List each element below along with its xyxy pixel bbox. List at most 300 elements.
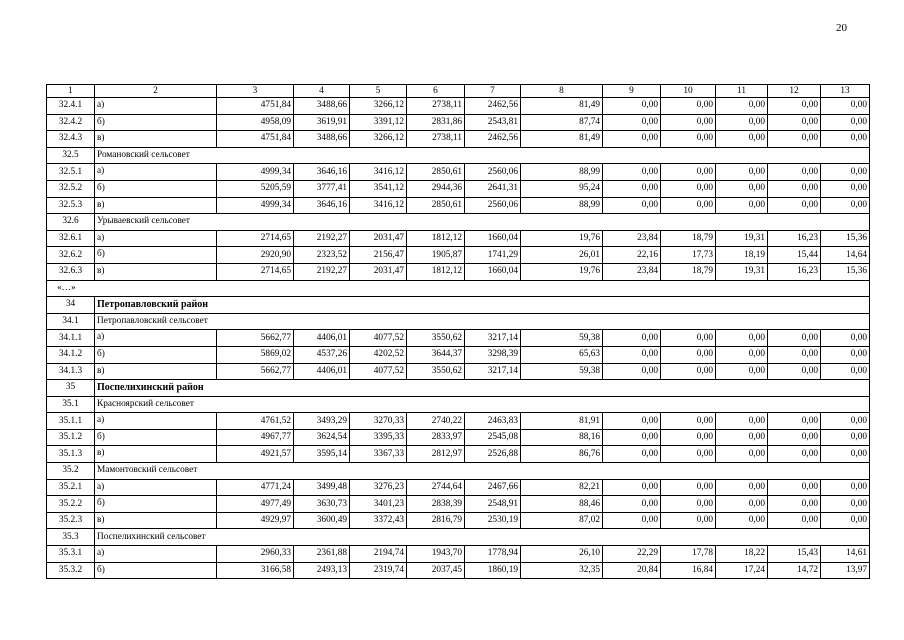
row-value: 4929,97 [217, 512, 294, 529]
row-value: 2744,64 [407, 479, 465, 496]
row-value: 3624,54 [294, 429, 350, 446]
row-value: 4967,77 [217, 429, 294, 446]
row-value: 3550,62 [407, 363, 465, 380]
row-value: 0,00 [716, 114, 768, 131]
row-value: 0,00 [821, 164, 870, 181]
row-value: 0,00 [716, 429, 768, 446]
row-value: 4958,09 [217, 114, 294, 131]
row-value: 1812,12 [407, 263, 465, 280]
row-label: б) [95, 114, 217, 131]
section-code: 35.3 [47, 529, 95, 546]
row-value: 2560,06 [465, 197, 521, 214]
row-label: в) [95, 363, 217, 380]
table-row [47, 363, 870, 380]
row-value: 2543,81 [465, 114, 521, 131]
row-value: 0,00 [768, 114, 821, 131]
row-value: 3646,16 [294, 197, 350, 214]
row-label: в) [95, 197, 217, 214]
section-code: 32.5 [47, 147, 95, 164]
row-value: 0,00 [661, 429, 716, 446]
row-value: 2740,22 [407, 413, 465, 430]
row-value: 2714,65 [217, 263, 294, 280]
row-value: 0,00 [716, 197, 768, 214]
row-label: б) [95, 247, 217, 264]
row-value: 1660,04 [465, 230, 521, 247]
row-value: 18,79 [661, 230, 716, 247]
district-title: Поспелихинский район [95, 380, 870, 397]
row-value: 0,00 [768, 180, 821, 197]
row-code: 32.4.2 [47, 114, 95, 131]
row-value: 3217,14 [465, 363, 521, 380]
row-label: а) [95, 479, 217, 496]
row-value: 19,76 [521, 230, 603, 247]
row-value: 0,00 [768, 446, 821, 463]
row-code: 32.4.3 [47, 131, 95, 148]
row-value: 3644,37 [407, 346, 465, 363]
row-code: 35.2.1 [47, 479, 95, 496]
row-value: 3416,12 [350, 197, 407, 214]
section-code: 34.1 [47, 313, 95, 330]
column-header: 9 [603, 85, 661, 98]
row-value: 81,91 [521, 413, 603, 430]
row-value: 4751,84 [217, 131, 294, 148]
row-label: а) [95, 546, 217, 563]
row-value: 2920,90 [217, 247, 294, 264]
row-code: 32.6.2 [47, 247, 95, 264]
row-value: 3646,16 [294, 164, 350, 181]
row-value: 0,00 [768, 164, 821, 181]
row-value: 3488,66 [294, 131, 350, 148]
table-body [47, 85, 870, 579]
row-value: 0,00 [603, 413, 661, 430]
table-row [47, 164, 870, 181]
column-header: 6 [407, 85, 465, 98]
row-value: 18,79 [661, 263, 716, 280]
row-code: 32.4.1 [47, 98, 95, 115]
row-value: 2361,88 [294, 546, 350, 563]
column-header: 1 [47, 85, 95, 98]
row-value: 2812,97 [407, 446, 465, 463]
row-value: 16,23 [768, 263, 821, 280]
row-code: 35.1.1 [47, 413, 95, 430]
row-value: 20,84 [603, 562, 661, 579]
row-value: 0,00 [603, 98, 661, 115]
row-label: в) [95, 512, 217, 529]
row-value: 17,73 [661, 247, 716, 264]
row-value: 0,00 [603, 512, 661, 529]
row-value: 3298,39 [465, 346, 521, 363]
column-header: 7 [465, 85, 521, 98]
table-row [47, 180, 870, 197]
district-row [47, 297, 870, 314]
row-value: 3401,23 [350, 496, 407, 513]
row-value: 3266,12 [350, 98, 407, 115]
section-row [47, 313, 870, 330]
row-value: 0,00 [716, 363, 768, 380]
row-value: 2192,27 [294, 263, 350, 280]
ellipsis-text: «…» [47, 280, 870, 297]
row-value: 2548,91 [465, 496, 521, 513]
row-value: 0,00 [716, 413, 768, 430]
column-header: 11 [716, 85, 768, 98]
row-value: 3493,29 [294, 413, 350, 430]
row-value: 0,00 [768, 512, 821, 529]
row-value: 0,00 [603, 131, 661, 148]
row-value: 0,00 [821, 446, 870, 463]
row-value: 3166,58 [217, 562, 294, 579]
row-value: 26,01 [521, 247, 603, 264]
row-value: 22,16 [603, 247, 661, 264]
row-value: 3600,49 [294, 512, 350, 529]
row-value: 26,10 [521, 546, 603, 563]
section-row [47, 147, 870, 164]
row-value: 65,63 [521, 346, 603, 363]
row-value: 14,61 [821, 546, 870, 563]
row-value: 0,00 [603, 496, 661, 513]
row-value: 0,00 [661, 496, 716, 513]
row-value: 0,00 [603, 429, 661, 446]
row-value: 16,23 [768, 230, 821, 247]
column-header: 13 [821, 85, 870, 98]
row-value: 88,46 [521, 496, 603, 513]
row-value: 0,00 [603, 180, 661, 197]
section-title: Красноярский сельсовет [95, 396, 870, 413]
row-code: 35.2.3 [47, 512, 95, 529]
table-row [47, 346, 870, 363]
row-value: 0,00 [661, 512, 716, 529]
row-value: 0,00 [716, 496, 768, 513]
row-value: 0,00 [768, 429, 821, 446]
district-row [47, 380, 870, 397]
row-value: 87,02 [521, 512, 603, 529]
table-row [47, 496, 870, 513]
table-row [47, 429, 870, 446]
row-value: 2194,74 [350, 546, 407, 563]
row-value: 0,00 [716, 346, 768, 363]
section-title: Мамонтовский сельсовет [95, 463, 870, 480]
row-label: б) [95, 180, 217, 197]
row-value: 0,00 [716, 180, 768, 197]
row-value: 81,49 [521, 131, 603, 148]
row-value: 1660,04 [465, 263, 521, 280]
row-value: 17,24 [716, 562, 768, 579]
table-row [47, 479, 870, 496]
row-value: 0,00 [661, 363, 716, 380]
row-value: 3488,66 [294, 98, 350, 115]
table-row [47, 263, 870, 280]
row-value: 2850,61 [407, 164, 465, 181]
column-header: 8 [521, 85, 603, 98]
district-title: Петропавловский район [95, 297, 870, 314]
row-value: 2037,45 [407, 562, 465, 579]
row-value: 0,00 [821, 131, 870, 148]
row-value: 4999,34 [217, 197, 294, 214]
row-value: 0,00 [768, 197, 821, 214]
row-value: 0,00 [768, 98, 821, 115]
row-value: 0,00 [768, 131, 821, 148]
row-value: 0,00 [661, 180, 716, 197]
row-value: 3416,12 [350, 164, 407, 181]
row-value: 2467,66 [465, 479, 521, 496]
row-value: 0,00 [821, 346, 870, 363]
row-code: 32.5.3 [47, 197, 95, 214]
table-row [47, 197, 870, 214]
column-header: 5 [350, 85, 407, 98]
section-code: 32.6 [47, 214, 95, 231]
row-value: 0,00 [768, 413, 821, 430]
row-value: 0,00 [661, 114, 716, 131]
column-header: 4 [294, 85, 350, 98]
row-value: 3395,33 [350, 429, 407, 446]
table-row [47, 546, 870, 563]
row-value: 3777,41 [294, 180, 350, 197]
row-value: 0,00 [821, 512, 870, 529]
row-value: 2530,19 [465, 512, 521, 529]
row-value: 3499,48 [294, 479, 350, 496]
row-value: 2031,47 [350, 230, 407, 247]
row-value: 88,99 [521, 164, 603, 181]
row-value: 0,00 [768, 363, 821, 380]
row-value: 2816,79 [407, 512, 465, 529]
row-value: 0,00 [603, 346, 661, 363]
row-value: 2462,56 [465, 98, 521, 115]
row-code: 32.5.1 [47, 164, 95, 181]
row-code: 35.1.2 [47, 429, 95, 446]
table-row [47, 247, 870, 264]
row-code: 34.1.3 [47, 363, 95, 380]
row-value: 2462,56 [465, 131, 521, 148]
table-row [47, 512, 870, 529]
row-label: в) [95, 446, 217, 463]
row-value: 1860,19 [465, 562, 521, 579]
column-header-row [47, 85, 870, 98]
row-value: 2944,36 [407, 180, 465, 197]
data-table [46, 84, 870, 579]
row-value: 2714,65 [217, 230, 294, 247]
row-value: 0,00 [603, 446, 661, 463]
row-value: 3270,33 [350, 413, 407, 430]
row-value: 15,36 [821, 230, 870, 247]
row-value: 3217,14 [465, 330, 521, 347]
row-label: в) [95, 263, 217, 280]
row-value: 15,36 [821, 263, 870, 280]
row-value: 18,19 [716, 247, 768, 264]
table-row [47, 131, 870, 148]
row-value: 5205,59 [217, 180, 294, 197]
row-value: 1741,29 [465, 247, 521, 264]
row-value: 2641,31 [465, 180, 521, 197]
row-value: 2738,11 [407, 98, 465, 115]
row-value: 0,00 [661, 346, 716, 363]
row-value: 0,00 [661, 131, 716, 148]
section-row [47, 463, 870, 480]
row-code: 32.6.1 [47, 230, 95, 247]
row-value: 0,00 [821, 114, 870, 131]
row-value: 3595,14 [294, 446, 350, 463]
row-code: 34.1.2 [47, 346, 95, 363]
row-value: 5662,77 [217, 363, 294, 380]
ellipsis-row [47, 280, 870, 297]
row-value: 59,38 [521, 363, 603, 380]
row-value: 0,00 [821, 197, 870, 214]
row-value: 0,00 [603, 330, 661, 347]
row-label: а) [95, 330, 217, 347]
row-value: 2833,97 [407, 429, 465, 446]
row-value: 0,00 [661, 479, 716, 496]
row-value: 2031,47 [350, 263, 407, 280]
row-value: 87,74 [521, 114, 603, 131]
row-value: 13,97 [821, 562, 870, 579]
row-value: 4771,24 [217, 479, 294, 496]
row-value: 0,00 [716, 479, 768, 496]
row-value: 0,00 [821, 496, 870, 513]
row-value: 4406,01 [294, 330, 350, 347]
row-value: 0,00 [821, 330, 870, 347]
row-value: 0,00 [821, 363, 870, 380]
row-value: 0,00 [716, 330, 768, 347]
row-label: в) [95, 131, 217, 148]
row-value: 14,64 [821, 247, 870, 264]
row-value: 16,84 [661, 562, 716, 579]
row-value: 0,00 [661, 330, 716, 347]
row-value: 3391,12 [350, 114, 407, 131]
row-value: 2156,47 [350, 247, 407, 264]
row-value: 0,00 [661, 98, 716, 115]
row-value: 2850,61 [407, 197, 465, 214]
row-value: 15,43 [768, 546, 821, 563]
row-value: 1812,12 [407, 230, 465, 247]
row-label: б) [95, 429, 217, 446]
row-label: а) [95, 230, 217, 247]
row-value: 2545,08 [465, 429, 521, 446]
table-row [47, 562, 870, 579]
row-value: 2831,86 [407, 114, 465, 131]
row-value: 95,24 [521, 180, 603, 197]
row-value: 0,00 [603, 164, 661, 181]
row-value: 17,78 [661, 546, 716, 563]
row-value: 0,00 [821, 98, 870, 115]
row-value: 19,76 [521, 263, 603, 280]
row-value: 88,99 [521, 197, 603, 214]
district-code: 35 [47, 380, 95, 397]
row-value: 2960,33 [217, 546, 294, 563]
section-title: Петропавловский сельсовет [95, 313, 870, 330]
row-label: а) [95, 413, 217, 430]
row-value: 81,49 [521, 98, 603, 115]
row-value: 0,00 [768, 346, 821, 363]
row-value: 4999,34 [217, 164, 294, 181]
table-row [47, 114, 870, 131]
row-value: 3367,33 [350, 446, 407, 463]
column-header: 2 [95, 85, 217, 98]
row-value: 82,21 [521, 479, 603, 496]
row-value: 0,00 [603, 114, 661, 131]
row-value: 4921,57 [217, 446, 294, 463]
row-value: 0,00 [661, 446, 716, 463]
table-row [47, 330, 870, 347]
table-row [47, 413, 870, 430]
column-header: 3 [217, 85, 294, 98]
section-row [47, 396, 870, 413]
column-header: 10 [661, 85, 716, 98]
section-title: Романовский сельсовет [95, 147, 870, 164]
row-value: 4077,52 [350, 363, 407, 380]
row-value: 2560,06 [465, 164, 521, 181]
row-label: а) [95, 164, 217, 181]
section-row [47, 529, 870, 546]
row-value: 1943,70 [407, 546, 465, 563]
row-value: 2493,13 [294, 562, 350, 579]
row-code: 35.3.2 [47, 562, 95, 579]
table-row [47, 230, 870, 247]
row-code: 32.5.2 [47, 180, 95, 197]
row-value: 0,00 [716, 131, 768, 148]
row-value: 0,00 [603, 197, 661, 214]
section-title: Поспелихинский сельсовет [95, 529, 870, 546]
section-title: Урываевский сельсовет [95, 214, 870, 231]
row-value: 1905,87 [407, 247, 465, 264]
row-code: 32.6.3 [47, 263, 95, 280]
row-label: б) [95, 562, 217, 579]
row-value: 0,00 [768, 479, 821, 496]
row-value: 4406,01 [294, 363, 350, 380]
row-label: б) [95, 496, 217, 513]
row-value: 0,00 [661, 413, 716, 430]
row-value: 3372,43 [350, 512, 407, 529]
row-value: 0,00 [821, 180, 870, 197]
row-value: 2738,11 [407, 131, 465, 148]
column-header: 12 [768, 85, 821, 98]
row-value: 4537,26 [294, 346, 350, 363]
page-number: 20 [836, 22, 847, 34]
row-code: 35.3.1 [47, 546, 95, 563]
row-value: 3266,12 [350, 131, 407, 148]
row-value: 4751,84 [217, 98, 294, 115]
row-value: 1778,94 [465, 546, 521, 563]
section-code: 35.2 [47, 463, 95, 480]
row-value: 2463,83 [465, 413, 521, 430]
row-value: 4202,52 [350, 346, 407, 363]
row-value: 3541,12 [350, 180, 407, 197]
row-value: 3619,91 [294, 114, 350, 131]
row-value: 23,84 [603, 230, 661, 247]
row-value: 86,76 [521, 446, 603, 463]
row-code: 35.2.2 [47, 496, 95, 513]
row-code: 34.1.1 [47, 330, 95, 347]
row-value: 0,00 [603, 479, 661, 496]
table-row [47, 446, 870, 463]
row-value: 0,00 [821, 429, 870, 446]
row-value: 59,38 [521, 330, 603, 347]
row-value: 14,72 [768, 562, 821, 579]
row-value: 2319,74 [350, 562, 407, 579]
row-value: 2838,39 [407, 496, 465, 513]
row-label: а) [95, 98, 217, 115]
row-value: 0,00 [661, 197, 716, 214]
row-value: 0,00 [716, 446, 768, 463]
row-value: 3276,23 [350, 479, 407, 496]
row-value: 2526,88 [465, 446, 521, 463]
section-row [47, 214, 870, 231]
row-value: 0,00 [603, 363, 661, 380]
row-value: 22,29 [603, 546, 661, 563]
row-value: 19,31 [716, 263, 768, 280]
row-value: 5662,77 [217, 330, 294, 347]
district-code: 34 [47, 297, 95, 314]
row-value: 0,00 [661, 164, 716, 181]
row-value: 0,00 [821, 413, 870, 430]
row-value: 88,16 [521, 429, 603, 446]
